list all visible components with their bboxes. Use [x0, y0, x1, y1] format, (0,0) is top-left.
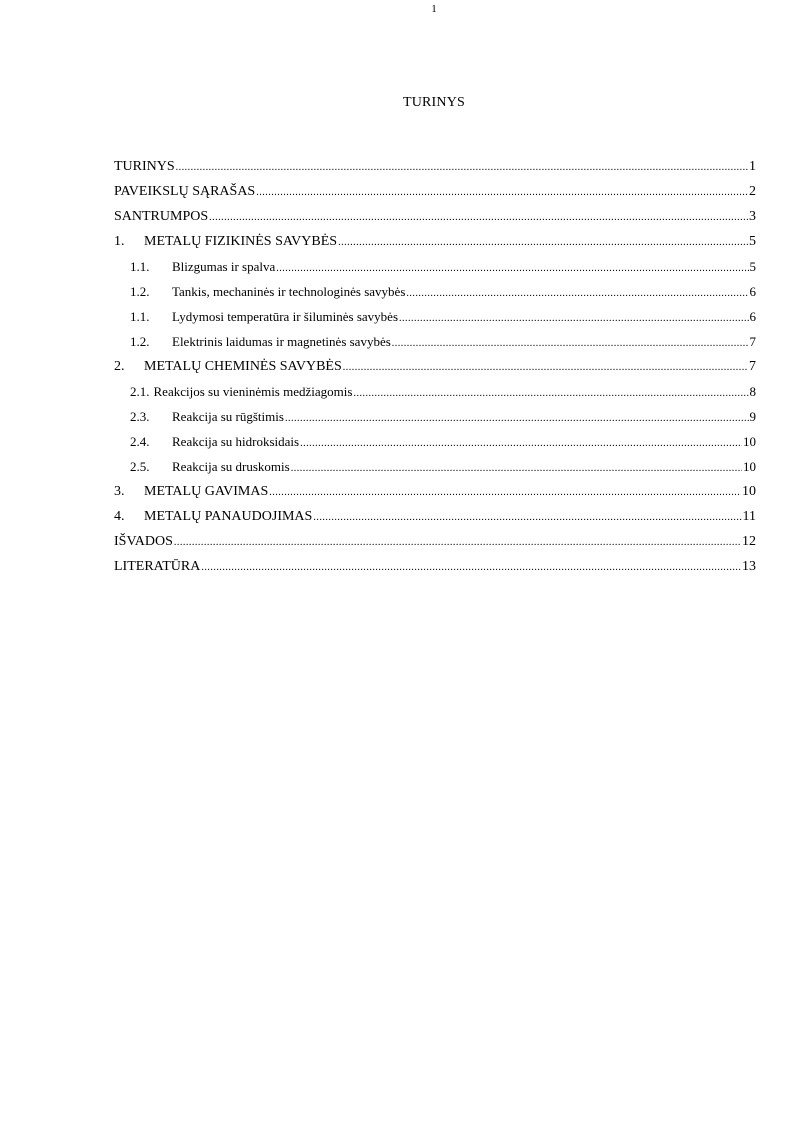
toc-entry-text: METALŲ CHEMINĖS SAVYBĖS — [144, 359, 342, 374]
toc-leader-dots — [285, 409, 749, 429]
toc-leader-dots — [313, 508, 741, 528]
toc-leader-dots — [291, 459, 742, 479]
toc-entry-number: 1.2. — [130, 334, 150, 349]
toc-leader-dots — [399, 309, 748, 329]
toc-entry-text: Blizgumas ir spalva — [172, 259, 276, 274]
toc-page-number: 7 — [749, 334, 756, 349]
toc-page-number: 1 — [749, 159, 756, 174]
toc-entry-elektrinis-laidumas[interactable] — [114, 332, 756, 357]
toc-entry-santrumpos[interactable] — [114, 207, 756, 232]
toc-entry-reakcijos-vienines[interactable] — [114, 382, 756, 407]
toc-entry-text: METALŲ GAVIMAS — [144, 484, 269, 499]
toc-page-number: 5 — [749, 234, 756, 249]
toc-entry-paveikslu-sarasas[interactable] — [114, 182, 756, 207]
toc-page-number: 12 — [742, 534, 756, 549]
toc-leader-dots — [338, 233, 748, 253]
toc-leader-dots — [269, 483, 741, 503]
page-number: 1 — [431, 3, 437, 15]
toc-entry-number: 2.1. — [130, 384, 150, 399]
toc-page-number: 3 — [749, 209, 756, 224]
toc-entry-text: LITERATŪRA — [114, 559, 201, 574]
toc-entry-lydymosi-temperatura[interactable] — [114, 307, 756, 332]
toc-entry-text: PAVEIKSLŲ SĄRAŠAS — [114, 184, 256, 199]
toc-entry-metalu-panaudojimas[interactable] — [114, 507, 756, 532]
toc-entry-text: Reakcijos su vieninėmis medžiagomis — [153, 384, 353, 399]
toc-entry-fizikines-savybes[interactable] — [114, 232, 756, 257]
toc-entry-metalu-gavimas[interactable] — [114, 482, 756, 507]
toc-entry-text: METALŲ FIZIKINĖS SAVYBĖS — [144, 234, 338, 249]
toc-entry-number: 3. — [114, 484, 125, 499]
toc-leader-dots — [406, 284, 748, 304]
toc-entry-chemines-savybes[interactable] — [114, 357, 756, 382]
toc-leader-dots — [353, 384, 748, 404]
toc-entry-number: 1.1. — [130, 259, 150, 274]
toc-leader-dots — [176, 158, 748, 178]
toc-entry-text: Reakcija su druskomis — [172, 459, 290, 474]
toc-leader-dots — [201, 558, 741, 578]
table-of-contents — [114, 157, 756, 582]
toc-page-number: 10 — [743, 459, 756, 474]
toc-entry-text: METALŲ PANAUDOJIMAS — [144, 509, 313, 524]
toc-entry-text: IŠVADOS — [114, 534, 173, 549]
toc-entry-isvados[interactable] — [114, 532, 756, 557]
toc-entry-number: 2.5. — [130, 459, 150, 474]
toc-entry-literatura[interactable] — [114, 557, 756, 582]
toc-entry-number: 1.1. — [130, 309, 150, 324]
toc-entry-number: 4. — [114, 509, 125, 524]
toc-page-number: 8 — [749, 384, 756, 399]
toc-page-number: 6 — [749, 284, 756, 299]
toc-leader-dots — [392, 334, 749, 354]
toc-entry-number: 2.4. — [130, 434, 150, 449]
toc-entry-text: Tankis, mechaninės ir technologinės savybės — [172, 284, 406, 299]
toc-page-number: 11 — [742, 509, 756, 524]
toc-entry-text: TURINYS — [114, 159, 175, 174]
toc-leader-dots — [276, 259, 748, 279]
toc-page-number: 13 — [742, 559, 756, 574]
toc-page-number: 6 — [749, 309, 756, 324]
toc-entry-reakcija-druskomis[interactable] — [114, 457, 756, 482]
toc-entry-blizgumas[interactable] — [114, 257, 756, 282]
toc-entry-tankis[interactable] — [114, 282, 756, 307]
toc-entry-text: Elektrinis laidumas ir magnetinės savybės — [172, 334, 391, 349]
toc-page-number: 5 — [749, 259, 756, 274]
toc-entry-number: 1. — [114, 234, 125, 249]
toc-entry-reakcija-hidroksidais[interactable] — [114, 432, 756, 457]
toc-page-number: 9 — [749, 409, 756, 424]
toc-leader-dots — [256, 183, 748, 203]
toc-leader-dots — [209, 208, 748, 228]
toc-page-number: 2 — [749, 184, 756, 199]
toc-page-number: 10 — [743, 434, 756, 449]
toc-page-number: 7 — [749, 359, 756, 374]
toc-title: TURINYS — [402, 95, 466, 110]
toc-entry-number: 2.3. — [130, 409, 150, 424]
toc-leader-dots — [174, 533, 741, 553]
toc-entry-number: 2. — [114, 359, 125, 374]
toc-entry-text: SANTRUMPOS — [114, 209, 209, 224]
toc-entry-turinys[interactable] — [114, 157, 756, 182]
toc-entry-text: Reakcija su rūgštimis — [172, 409, 284, 424]
toc-entry-text: Lydymosi temperatūra ir šiluminės savybės — [172, 309, 399, 324]
toc-entry-text: Reakcija su hidroksidais — [172, 434, 300, 449]
toc-entry-number: 1.2. — [130, 284, 150, 299]
toc-leader-dots — [343, 358, 748, 378]
toc-leader-dots — [300, 434, 742, 454]
toc-entry-reakcija-rugstimis[interactable] — [114, 407, 756, 432]
toc-page-number: 10 — [742, 484, 756, 499]
